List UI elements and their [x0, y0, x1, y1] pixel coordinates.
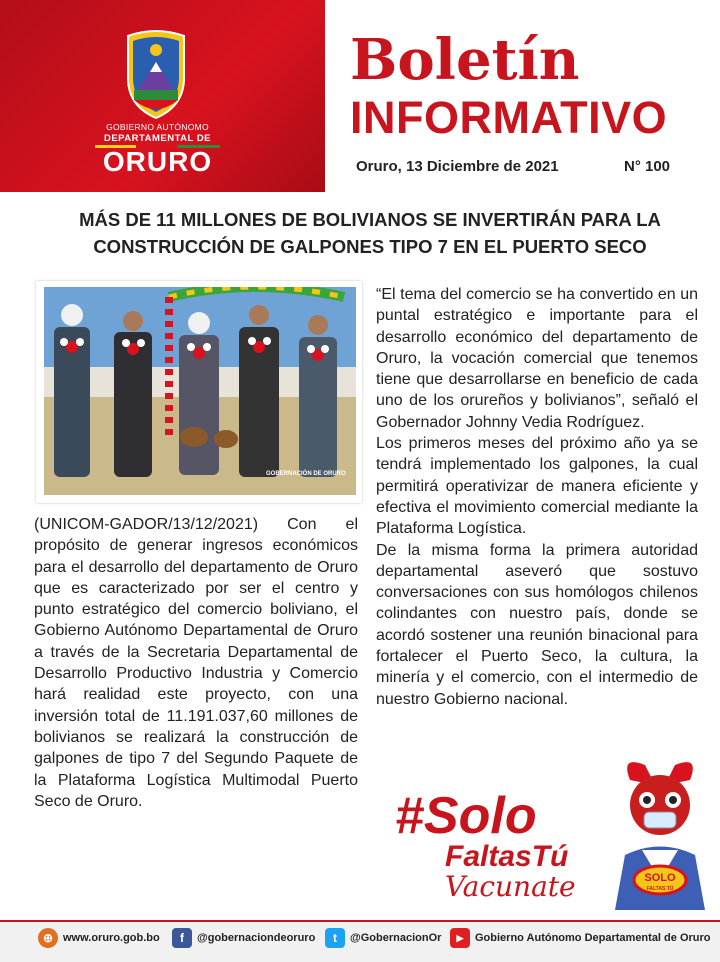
bulletin-title: Boletín [350, 27, 580, 93]
mascot-badge-text: SOLO [644, 872, 676, 884]
article-left-column [34, 514, 358, 812]
youtube-icon: ▶ [450, 928, 470, 948]
footer-youtube-link[interactable] [450, 928, 711, 948]
article-paragraph-3: De la misma forma la primera autoridad departamental aseveró que sostuvo conversaciones con sus homólogos chilenos colindantes con nuestro país, donde se acordó sostener una reunión binacional para fortalecer el Puerto Seco, la cultura, la minería y el comercio, con el intermedio de nuestro Gobierno nacional. [376, 541, 698, 708]
footer-twitter-link[interactable] [325, 928, 441, 948]
mascot-illustration [600, 750, 720, 910]
globe-icon: ⊕ [38, 928, 58, 948]
photo-watermark: GOBERNACIÓN DE ORURO [266, 471, 346, 477]
article-right-column [376, 284, 698, 710]
article-headline: MÁS DE 11 MILLONES DE BOLIVIANOS SE INVERTIRÁN PARA LA CONSTRUCCIÓN DE GALPONES TIPO 7 EN EL PUERTO SECO [79, 209, 661, 257]
campaign-line2: FaltasTú [445, 840, 569, 873]
mascot-badge-sub: FALTAS TÚ [646, 886, 674, 892]
facebook-icon: f [172, 928, 192, 948]
article-photo [44, 287, 356, 495]
gov-name-line2: DEPARTAMENTAL DE [103, 133, 212, 144]
campaign-line3: Vacunate [445, 870, 576, 903]
footer-web-link[interactable] [38, 928, 160, 948]
footer-twitter-text: @GobernacionOr [350, 932, 442, 944]
article-paragraph-2: Los primeros meses del próximo año ya se tendrá implementado los galpones, la cual permitirá operativizar de manera eficiente y efectiva el movimiento comercial mediante la Plataforma Logística. [376, 435, 698, 538]
gov-name-oruro: ORURO [102, 146, 213, 177]
gov-name-line1: GOBIERNO AUTÓNOMO [106, 122, 209, 132]
bulletin-subtitle: INFORMATIVO [350, 92, 668, 143]
coat-of-arms-logo [120, 28, 192, 120]
article-paragraph-quote: “El tema del comercio se ha convertido en un puntal estratégico e importante para el desarrollo económico del departamento de Oruro, la vocación comercial que tenemos tiene que desarrollarse en beneficio de cada uno de los orureños y bolivianos”, señaló el Gobernador Johnny Vedia Rodríguez. [376, 286, 698, 431]
article-paragraph-intro: (UNICOM-GADOR/13/12/2021) Con el propósito de generar ingresos económicos para el desarrollo del departamento de Oruro que es caracterizado por ser el centro y punto estratégico del comercio boliviano, el Gobierno Autónomo Departamental de Oruro a través de la Secretaria Departamental de Desarrollo Productivo Industria y Comercio hará realidad este proyecto, con una inversión total de 11.191.037,60 millones de bolivianos se realizará la construcción de galpones de tipo 7 del Segundo Paquete de la Plataforma Logística Multimodal Puerto Seco de Oruro. [34, 516, 358, 810]
footer-facebook-link[interactable] [172, 928, 315, 948]
twitter-icon: t [325, 928, 345, 948]
bulletin-number: N° 100 [624, 158, 671, 175]
side-label [2, 800, 12, 910]
footer-facebook-text: @gobernaciondeoruro [197, 932, 316, 944]
footer-web-text: www.oruro.gob.bo [63, 932, 160, 944]
vaccination-campaign-graphic [395, 750, 720, 910]
footer-youtube-text: Gobierno Autónomo Departamental de Oruro [475, 932, 711, 944]
bulletin-date: Oruro, 13 Diciembre de 2021 [356, 158, 559, 175]
campaign-hashtag: #Solo [395, 787, 537, 845]
